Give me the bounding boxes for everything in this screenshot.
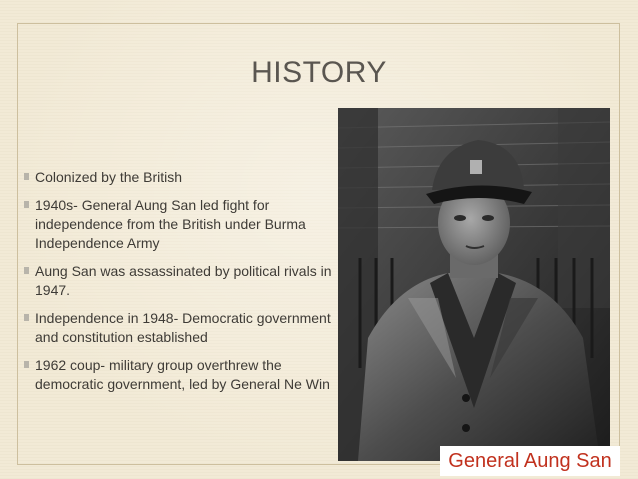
slide-title: HISTORY [251,56,387,89]
bullet-item: Colonized by the British [22,168,332,187]
bullet-item: 1962 coup- military group overthrew the democratic government, led by General Ne Win [22,356,332,394]
portrait-photo [338,108,610,461]
bullet-item: 1940s- General Aung San led fight for independence from the British under Burma Independence Army [22,196,332,253]
bullet-list [22,168,332,403]
photo-caption: General Aung San [440,446,620,476]
bullet-item: Aung San was assassinated by political rivals in 1947. [22,262,332,300]
bullet-item: Independence in 1948- Democratic government and constitution established [22,309,332,347]
